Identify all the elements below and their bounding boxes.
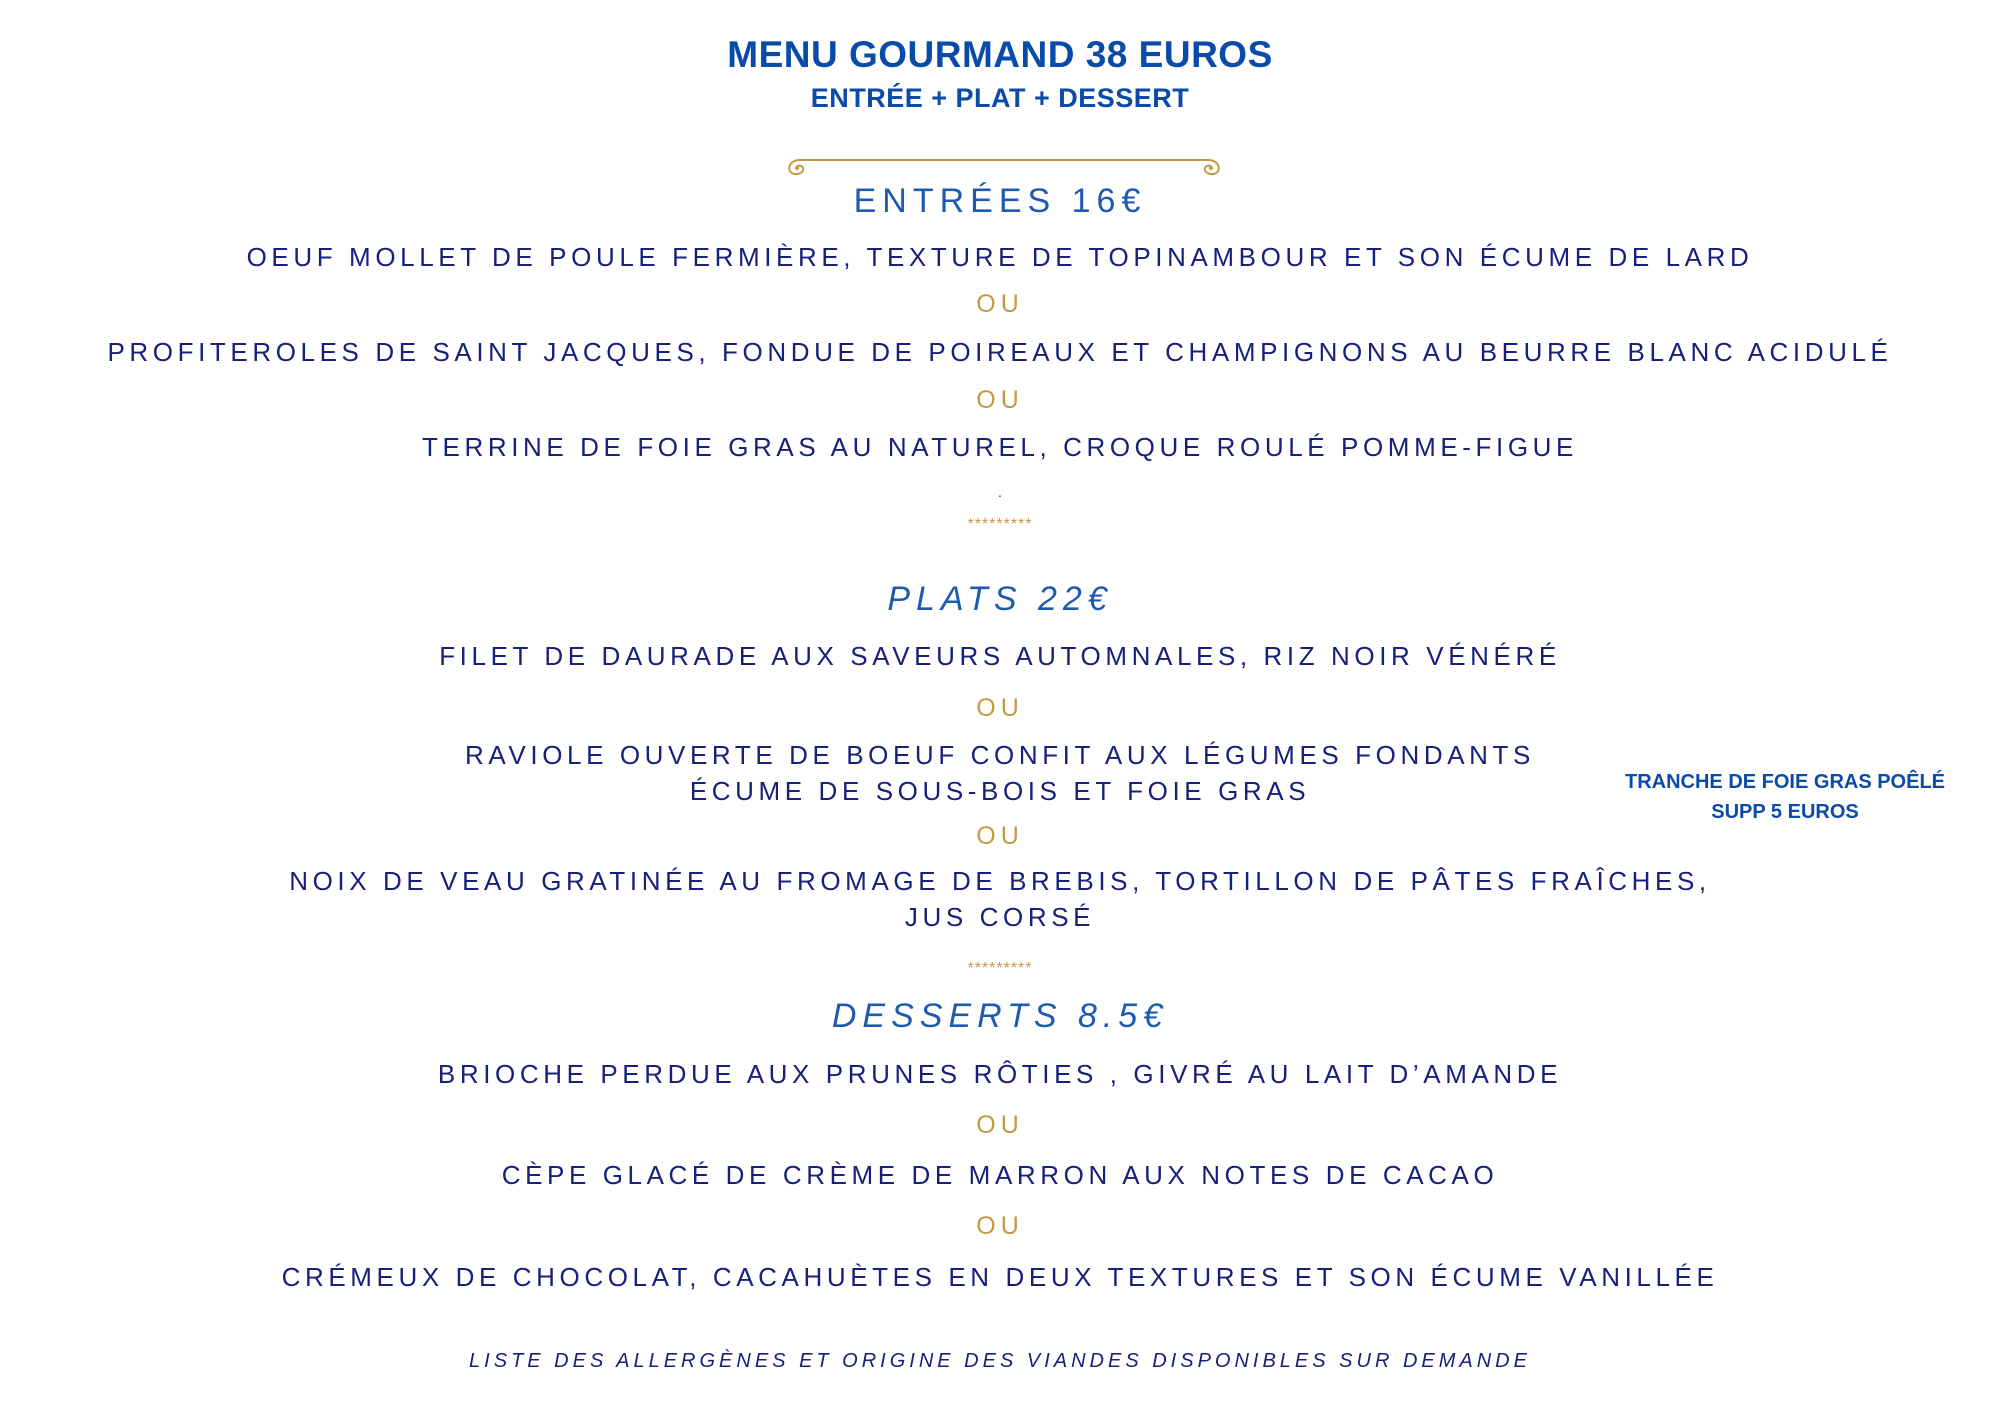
- dessert-item-3: CRÉMEUX DE CHOCOLAT, CACAHUÈTES EN DEUX TEXTURES ET SON ÉCUME VANILLÉE: [281, 1262, 1719, 1292]
- plat-item-3-line-1: NOIX DE VEAU GRATINÉE AU FROMAGE DE BREBIS, TORTILLON DE PÂTES FRAÎCHES,: [289, 866, 1711, 896]
- menu-title: MENU GOURMAND 38 EUROS: [727, 34, 1273, 75]
- allergen-note: LISTE DES ALLERGÈNES ET ORIGINE DES VIANDES DISPONIBLES SUR DEMANDE: [469, 1350, 1531, 1372]
- dessert-item-1: BRIOCHE PERDUE AUX PRUNES RÔTIES , GIVRÉ AU LAIT D’AMANDE: [437, 1059, 1563, 1089]
- ou-separator: OU: [976, 1111, 1024, 1139]
- supplement-line-1: TRANCHE DE FOIE GRAS POÊLÉ: [1624, 771, 1946, 793]
- ou-separator: OU: [976, 694, 1024, 722]
- entree-item-2: PROFITEROLES DE SAINT JACQUES, FONDUE DE POIREAUX ET CHAMPIGNONS AU BEURRE BLANC ACIDULÉ: [107, 337, 1893, 367]
- plat-item-1: FILET DE DAURADE AUX SAVEURS AUTOMNALES, RIZ NOIR VÉNÉRÉ: [439, 641, 1561, 671]
- ou-separator: OU: [976, 1212, 1024, 1240]
- supplement-line-2: SUPP 5 EUROS: [1711, 801, 1859, 823]
- section-heading-desserts: DESSERTS 8.5€: [831, 997, 1169, 1035]
- dessert-item-2: CÈPE GLACÉ DE CRÈME DE MARRON AUX NOTES DE CACAO: [501, 1160, 1499, 1190]
- stars-divider: *********: [967, 960, 1033, 977]
- entree-item-1: OEUF MOLLET DE POULE FERMIÈRE, TEXTURE DE TOPINAMBOUR ET SON ÉCUME DE LARD: [246, 242, 1754, 272]
- stars-divider: *********: [967, 516, 1033, 533]
- scroll-ornament-icon: [784, 150, 1224, 180]
- ou-separator: OU: [976, 386, 1024, 414]
- ou-separator: OU: [976, 822, 1024, 850]
- menu-subtitle: ENTRÉE + PLAT + DESSERT: [810, 83, 1190, 113]
- plat-item-3-line-2: JUS CORSÉ: [904, 902, 1096, 932]
- entree-item-3: TERRINE DE FOIE GRAS AU NATUREL, CROQUE ROULÉ POMME-FIGUE: [422, 432, 1578, 462]
- dot-mark: .: [998, 484, 1002, 500]
- section-heading-entrees: ENTRÉES 16€: [853, 182, 1147, 220]
- supplement-note: [1580, 767, 1990, 827]
- plat-item-2-line-2: ÉCUME DE SOUS-BOIS ET FOIE GRAS: [689, 776, 1311, 806]
- plat-item-2-line-1: RAVIOLE OUVERTE DE BOEUF CONFIT AUX LÉGUMES FONDANTS: [465, 740, 1535, 770]
- ou-separator: OU: [976, 290, 1024, 318]
- section-heading-plats: PLATS 22€: [887, 580, 1113, 618]
